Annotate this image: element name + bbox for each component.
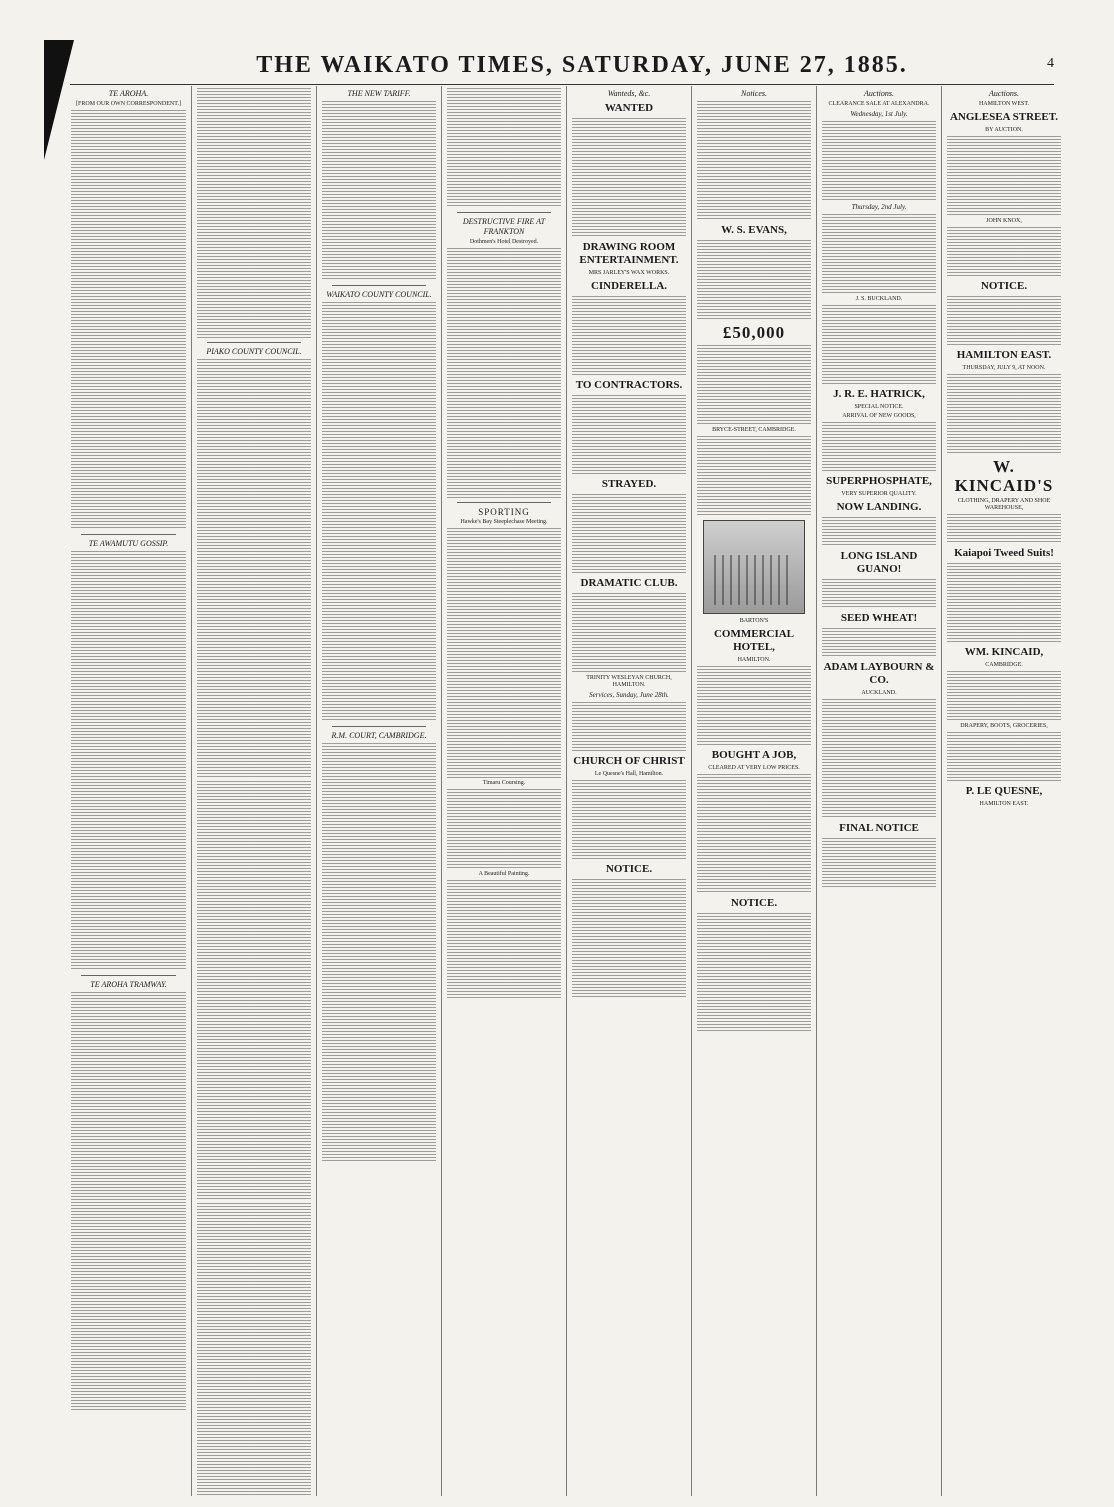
ad-text: [572, 780, 686, 860]
ad-heading: NOTICE.: [980, 280, 1028, 292]
section-heading: Auctions.: [864, 89, 894, 98]
ad-text: [572, 593, 686, 673]
article-text: [447, 880, 561, 1000]
divider: [457, 502, 551, 503]
ad-subheading: HAMILTON EAST.: [979, 801, 1029, 807]
ad-heading: SEED WHEAT!: [840, 612, 918, 624]
ad-heading: HAMILTON EAST.: [956, 349, 1052, 361]
article-text: [197, 88, 311, 338]
ad-text: [822, 579, 936, 609]
ad-text: [697, 774, 811, 894]
ad-subheading: BY AUCTION.: [985, 127, 1023, 133]
ad-heading: DRAWING ROOM ENTERTAINMENT.: [579, 241, 679, 266]
article-text: [71, 110, 186, 530]
ad-subheading: HAMILTON WEST.: [978, 101, 1030, 107]
section-heading: Notices.: [741, 89, 767, 98]
ad-heading: TO CONTRACTORS.: [575, 379, 683, 391]
divider: [207, 342, 301, 343]
ad-subheading: CAMBRIDGE.: [985, 662, 1023, 668]
column-5: [566, 86, 691, 1496]
ad-text: [947, 671, 1061, 721]
divider: [332, 726, 426, 727]
ad-text: [947, 514, 1061, 544]
ad-text: [697, 345, 811, 425]
column-4: [441, 86, 566, 1496]
masthead: [70, 50, 1054, 85]
ad-subheading: HAMILTON.: [737, 657, 771, 663]
ad-heading: Kaiapoi Tweed Suits!: [954, 547, 1054, 559]
subheadline: Hawke's Bay Steeplechase Meeting.: [460, 519, 548, 525]
ad-subheading: CLEARED AT VERY LOW PRICES.: [708, 765, 800, 771]
ad-text: [947, 732, 1061, 782]
article-text: [322, 101, 436, 281]
ad-text: [822, 699, 936, 819]
article-text: [197, 359, 311, 779]
column-8: [941, 86, 1066, 1496]
ad-text: [697, 913, 811, 1033]
headline: THE NEW TARIFF.: [347, 89, 411, 98]
ad-subheading: AUCKLAND.: [861, 690, 897, 696]
ad-subheading: MRS JARLEY'S WAX WORKS.: [588, 270, 670, 276]
ad-subheading: BRYCE-STREET, CAMBRIDGE.: [712, 427, 796, 433]
headline: WAIKATO COUNTY COUNCIL.: [326, 290, 432, 299]
ad-heading: WANTED: [604, 102, 654, 114]
ad-subheading: TRINITY WESLEYAN CHURCH, HAMILTON.: [586, 675, 672, 688]
divider: [332, 285, 426, 286]
ad-heading: NOTICE.: [730, 897, 778, 909]
divider: [457, 212, 551, 213]
ad-text: [822, 305, 936, 385]
ad-italic: Wednesday, 1st July.: [850, 110, 908, 118]
divider: [81, 975, 176, 976]
column-3: [316, 86, 441, 1496]
ad-subheading: SPECIAL NOTICE.: [854, 404, 904, 410]
ad-heading: DRAMATIC CLUB.: [580, 577, 678, 589]
headline: DESTRUCTIVE FIRE AT FRANKTON: [462, 217, 546, 236]
headline: TE AROHA TRAMWAY.: [90, 980, 167, 989]
ad-text: [697, 101, 811, 221]
article-text: [447, 789, 561, 869]
article-text: [197, 781, 311, 1201]
ad-text: [697, 666, 811, 746]
ad-italic: Thursday, 2nd July.: [851, 203, 907, 211]
newspaper-columns: [66, 86, 1066, 1496]
ad-heading: ANGLESEA STREET.: [949, 111, 1058, 123]
ad-heading: NOTICE.: [605, 863, 653, 875]
ad-subheading: CLOTHING, DRAPERY AND SHOE WAREHOUSE,: [957, 498, 1051, 511]
ad-heading: CINDERELLA.: [590, 280, 668, 292]
section-heading: Auctions.: [989, 89, 1019, 98]
section-heading: Wanteds, &c.: [607, 89, 651, 98]
ad-text: [572, 702, 686, 752]
ad-subheading: VERY SUPERIOR QUALITY.: [841, 491, 917, 497]
ad-text: [572, 494, 686, 574]
article-text: [447, 528, 561, 778]
article-text: [447, 88, 561, 208]
ad-text: [822, 121, 936, 201]
ad-heading: J. R. E. HATRICK,: [833, 388, 925, 400]
ad-subheading: BARTON'S: [739, 618, 769, 624]
ad-heading: SUPERPHOSPHATE,: [826, 475, 932, 487]
ad-text: [697, 240, 811, 320]
ad-text: [572, 296, 686, 376]
ad-heading: W. S. EVANS,: [721, 224, 787, 236]
ad-subheading: J. S. BUCKLAND.: [855, 296, 903, 302]
ad-heading: STRAYED.: [601, 478, 657, 490]
ad-text: [822, 517, 936, 547]
column-2: [191, 86, 316, 1496]
ad-heading: NOW LANDING.: [836, 501, 922, 513]
ad-text: [947, 374, 1061, 454]
ad-text: [947, 136, 1061, 216]
ad-subheading: CLEARANCE SALE AT ALEXANDRA.: [828, 101, 930, 107]
ad-text: [947, 296, 1061, 346]
ad-text: [572, 395, 686, 475]
ad-heading: P. LE QUESNE,: [965, 785, 1043, 797]
ad-text: [572, 879, 686, 999]
ad-subheading: DRAPERY, BOOTS, GROCERIES,: [960, 723, 1048, 729]
article-text: [197, 1203, 311, 1496]
subheadline: [FROM OUR OWN CORRESPONDENT.]: [76, 101, 181, 107]
ad-heading: WM. KINCAID,: [964, 646, 1044, 658]
headline: TE AWAMUTU GOSSIP.: [88, 539, 169, 548]
newspaper-title: THE WAIKATO TIMES, SATURDAY, JUNE 27, 1885.: [256, 52, 908, 78]
ad-italic: Services, Sunday, June 28th.: [589, 691, 669, 699]
ad-heading: BOUGHT A JOB,: [711, 749, 797, 761]
divider: [81, 534, 176, 535]
subheadline: A Beautiful Painting.: [478, 871, 530, 877]
page-number: 4: [1047, 56, 1054, 71]
ad-subheading: ARRIVAL OF NEW GOODS,: [842, 413, 916, 419]
article-text: [71, 992, 186, 1412]
ad-text: [822, 214, 936, 294]
ad-heading: COMMERCIAL HOTEL,: [713, 628, 795, 653]
hotel-illustration: [703, 520, 805, 614]
ad-heading: ADAM LAYBOURN & CO.: [823, 661, 935, 686]
ad-subheading: Le Quesne's Hall, Hamilton.: [594, 771, 664, 777]
subheadline: Dothmen's Hotel Destroyed.: [469, 239, 539, 245]
article-text: [71, 551, 186, 971]
article-text: [322, 743, 436, 1163]
section-heading: SPORTING: [478, 507, 530, 517]
ad-text: [822, 628, 936, 658]
ad-text: [947, 227, 1061, 277]
headline: PIAKO COUNTY COUNCIL.: [206, 347, 302, 356]
ad-subheading: THURSDAY, JULY 9, AT NOON.: [962, 365, 1046, 371]
column-6: [691, 86, 816, 1496]
ad-heading: CHURCH OF CHRIST: [573, 755, 685, 767]
ad-text: [572, 118, 686, 238]
ad-text: [822, 422, 936, 472]
ad-text: [822, 838, 936, 888]
ad-text: [947, 563, 1061, 643]
headline: R.M. COURT, CAMBRIDGE.: [331, 731, 427, 740]
column-7: [816, 86, 941, 1496]
article-text: [322, 302, 436, 722]
column-1: [66, 86, 191, 1496]
ad-heading-large: £50,000: [722, 323, 786, 342]
ad-heading: FINAL NOTICE: [839, 822, 919, 834]
headline: TE AROHA.: [108, 89, 149, 98]
ad-text: [697, 436, 811, 516]
ad-heading-large: W. KINCAID'S: [954, 457, 1054, 495]
article-text: [447, 248, 561, 498]
ad-heading: LONG ISLAND GUANO!: [840, 550, 918, 575]
ad-subheading: JOHN KNOX,: [986, 218, 1022, 224]
subheadline: Timaru Coursing.: [482, 780, 526, 786]
